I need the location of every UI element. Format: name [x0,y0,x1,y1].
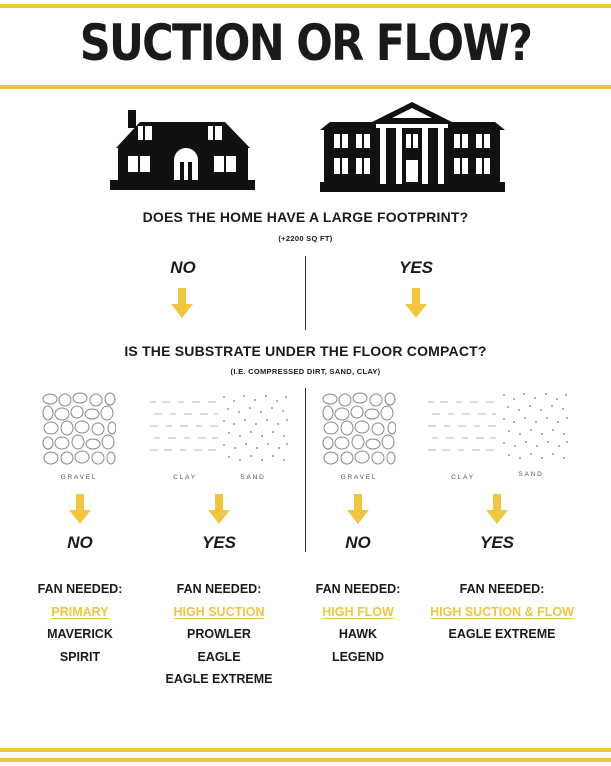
answer-footprint-no: NO [170,258,196,277]
question-footprint: DOES THE HOME HAVE A LARGE FOOTPRINT? [142,209,469,225]
label-clay: CLAY [173,474,197,481]
fan-needed-label: FAN NEEDED: [459,582,545,596]
fan-needed-label: FAN NEEDED: [176,582,262,596]
fan-column-high-suction-flow [422,578,582,646]
answer-footprint-yes: YES [398,258,434,277]
small-house-icon [110,108,255,190]
fan-needed-label: FAN NEEDED: [37,582,123,596]
title-underline-bar [0,85,611,89]
answer-compact-yes: YES [201,533,237,552]
question-footprint-note: (+2200 SQ FT) [278,234,333,243]
fan-model: EAGLE [197,649,241,664]
question-substrate: IS THE SUBSTRATE UNDER THE FLOOR COMPACT? [124,343,487,359]
label-clay: CLAY [451,474,475,481]
fan-model: HAWK [338,627,378,641]
label-gravel: GRAVEL [340,474,378,481]
bottom-accent-bar [0,748,611,752]
arrow-down-icon [208,494,230,524]
label-sand: SAND [518,471,544,478]
answer-compact-no: NO [67,533,93,552]
fan-model: LEGEND [331,649,385,664]
arrow-down-icon [347,494,369,524]
fan-model: EAGLE EXTREME [165,672,273,686]
fan-needed-label: FAN NEEDED: [315,582,401,596]
fan-type-link[interactable]: HIGH SUCTION [173,604,265,619]
divider-top [305,256,306,330]
fan-model: EAGLE EXTREME [448,627,556,641]
clay-texture-icon [148,392,220,464]
fan-type-link[interactable]: HIGH FLOW [322,604,394,619]
fan-model: PROWLER [187,627,251,641]
question-substrate-note: (I.E. COMPRESSED DIRT, SAND, CLAY) [230,367,381,376]
arrow-down-icon [405,288,427,318]
gravel-texture-icon [42,392,116,466]
sand-texture-icon [500,390,570,462]
divider-bottom [305,388,306,552]
top-accent-bar [0,4,611,8]
fan-column-high-flow [283,578,433,668]
large-house-icon [320,100,505,192]
fan-column-primary [5,578,155,668]
fan-column-high-suction [144,578,294,691]
gravel-texture-icon [322,392,396,466]
fan-model: SPIRIT [59,649,101,664]
answer-compact-yes: YES [479,533,515,552]
fan-type-link[interactable]: HIGH SUCTION & FLOW [430,604,574,619]
arrow-down-icon [486,494,508,524]
clay-texture-icon [426,392,498,464]
page-title: SUCTION OR FLOW? [79,14,532,72]
bottom-accent-bar [0,758,611,762]
fan-model: MAVERICK [47,627,113,641]
label-sand: SAND [240,474,266,481]
answer-compact-no: NO [345,533,371,552]
sand-texture-icon [220,392,290,464]
label-gravel: GRAVEL [60,474,98,481]
arrow-down-icon [171,288,193,318]
arrow-down-icon [69,494,91,524]
fan-type-link[interactable]: PRIMARY [51,604,109,619]
